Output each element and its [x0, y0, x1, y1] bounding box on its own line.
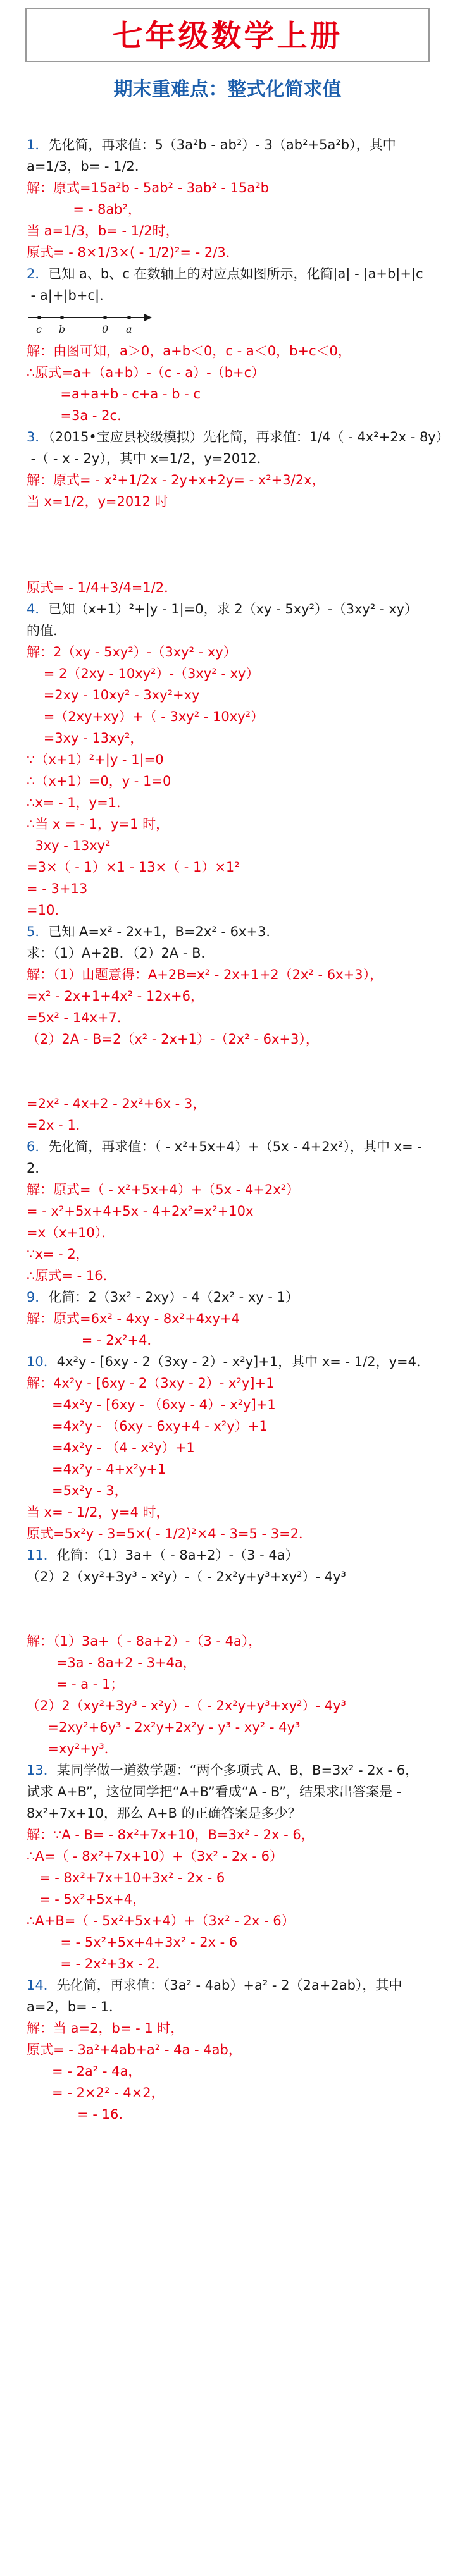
solution-line: = - 8x²+7x+10+3x² - 2x - 6	[27, 1870, 225, 1885]
question-line	[27, 1975, 438, 1996]
solution-line: ∴（x+1）=0，y - 1=0	[27, 773, 171, 789]
solution-line: 原式= - 8×1/3×( - 1/2)²= - 2/3．	[27, 245, 239, 260]
solution-line: =2xy²+6y³ - 2x²y+2x²y - y³ - xy² - 4y³	[27, 1720, 301, 1735]
solution-line: =5x²y - 3，	[27, 1483, 128, 1498]
page-title: 七年级数学上册	[112, 18, 343, 54]
solution-line: = - 2×2² - 4×2，	[27, 2085, 165, 2100]
solution-line: = - 8ab²，	[27, 202, 141, 217]
problem-number: 10．	[27, 1354, 57, 1369]
solution-line: ∴A=（ - 8x²+7x+10）+（3x² - 2x - 6）	[27, 1849, 283, 1864]
number-line-point	[127, 316, 131, 319]
problem-block	[27, 134, 438, 263]
solution-line: =10．	[27, 903, 68, 918]
question-text: （2015•宝应县校级模拟）先化简，再求值：1/4（ - 4x²+2x - 8y）	[48, 429, 449, 445]
problem-block	[27, 921, 438, 1136]
question-line	[27, 448, 438, 469]
question-text: -（ - x - 2y），其中 x=1/2，y=2012．	[27, 451, 270, 466]
question-line	[27, 598, 438, 620]
problem-block	[27, 426, 449, 598]
solution-line: =4x²y - 4+x²y+1	[27, 1462, 166, 1477]
problem-number: 4．	[27, 601, 49, 617]
solution-line: 原式= - 1/4+3/4=1/2．	[27, 580, 178, 595]
problem-number: 14．	[27, 1978, 57, 1993]
solution-line: 解：原式=（ - x²+5x+4）+（5x - 4+2x²）	[27, 1182, 300, 1197]
solution-line: （2）2（xy²+3y³ - x²y）-（ - 2x²y+y³+xy²）- 4y³	[27, 1698, 346, 1713]
problem-number: 3．	[27, 429, 49, 445]
solution-line: 当 x=1/2，y=2012 时	[27, 494, 168, 509]
solution-line: 解：原式= - x²+1/2x - 2y+x+2y= - x²+3/2x，	[27, 472, 325, 488]
problem-block	[27, 1286, 438, 1351]
problem-block	[27, 263, 438, 426]
question-text: 化简：2（3x² - 2xy）- 4（2x² - xy - 1）	[48, 1290, 299, 1305]
solution-line: =xy²+y³．	[27, 1741, 118, 1756]
question-line	[27, 1803, 438, 1824]
solution-line: 解：当 a=2，b= - 1 时，	[27, 2021, 184, 2036]
solution-line: =3xy - 13xy²，	[27, 730, 144, 746]
problem-number: 6．	[27, 1139, 49, 1154]
solution-line: （2）2A - B=2（x² - 2x+1）-（2x² - 6x+3），	[27, 1032, 319, 1047]
solution-line: =3a - 8a+2 - 3+4a，	[27, 1655, 196, 1670]
question-text: 已知（x+1）²+|y - 1|=0，求 2（xy - 5xy²）-（3xy² - xy）	[48, 601, 418, 617]
question-line	[27, 620, 438, 641]
solution-line: =2x - 1．	[27, 1118, 89, 1133]
problem-block	[27, 1351, 438, 1544]
question-line	[27, 426, 449, 448]
question-line	[27, 1544, 438, 1566]
question-line	[27, 1157, 438, 1179]
question-line	[27, 1286, 438, 1308]
solution-line: 解：4x²y - [6xy - 2（3xy - 2）- x²y]+1	[27, 1376, 275, 1391]
question-text: - a|+|b+c|．	[27, 288, 113, 303]
solution-line: = - 3+13	[27, 881, 88, 896]
question-line	[27, 1781, 438, 1803]
solution-line: ∴原式=a+（a+b）-（c - a）-（b+c）	[27, 365, 265, 380]
solution-line: =（2xy+xy）+（ - 3xy² - 10xy²）	[27, 709, 265, 724]
solution-line: 解：2（xy - 5xy²）-（3xy² - xy）	[27, 644, 237, 660]
solution-line: =3×（ - 1）×1 - 13×（ - 1）×1²	[27, 860, 240, 875]
solution-line: 解：原式=6x² - 4xy - 8x²+4xy+4	[27, 1311, 240, 1326]
solution-line: =3a - 2c．	[27, 408, 131, 423]
spacer	[27, 1050, 438, 1093]
question-text: 2．	[27, 1161, 49, 1176]
solution-line: 当 x= - 1/2，y=4 时，	[27, 1505, 170, 1520]
question-text: （2）2（xy²+3y³ - x²y）-（ - 2x²y+y³+xy²）- 4y³	[27, 1569, 346, 1584]
solution-line: = - 5x²+5x+4+3x² - 2x - 6	[27, 1935, 238, 1950]
problem-block	[27, 598, 438, 921]
question-line	[27, 1351, 438, 1372]
solution-line: = - 16．	[27, 2107, 132, 2122]
solution-line: =4x²y - （6xy - 6xy+4 - x²y）+1	[27, 1419, 268, 1434]
solution-line: = - a - 1；	[27, 1677, 124, 1692]
solution-line: 当 a=1/3，b= - 1/2时，	[27, 223, 179, 238]
question-line	[27, 921, 438, 942]
question-line	[27, 1996, 438, 2018]
solution-line: =x（x+10）．	[27, 1225, 115, 1240]
problem-block	[27, 1759, 438, 1975]
solution-line: ∵（x+1）²+|y - 1|=0	[27, 752, 164, 767]
solution-line: =4x²y - （4 - x²y）+1	[27, 1440, 195, 1455]
problem-number: 13．	[27, 1763, 57, 1778]
solution-line: =5x² - 14x+7．	[27, 1010, 130, 1025]
solution-line: = - 2x²+4．	[27, 1333, 161, 1348]
number-line-arrow-icon	[144, 314, 152, 321]
problem-number: 5．	[27, 924, 49, 939]
number-line-label: c	[36, 323, 42, 335]
solution-line: = - x²+5x+4+5x - 4+2x²=x²+10x	[27, 1204, 254, 1219]
solution-line: ∵x= - 2，	[27, 1247, 89, 1262]
question-text: a=2，b= - 1．	[27, 1999, 123, 2014]
question-text: 8x²+7x+10，那么 A+B 的正确答案是多少？	[27, 1806, 301, 1821]
solution-line: =2x² - 4x+2 - 2x²+6x - 3，	[27, 1096, 206, 1111]
question-line	[27, 942, 438, 964]
question-line	[27, 285, 438, 306]
solution-line: ∴x= - 1，y=1．	[27, 795, 130, 810]
question-text: 的值．	[27, 623, 66, 638]
problem-block	[27, 1136, 438, 1286]
problem-number: 2．	[27, 266, 49, 281]
number-line-point	[103, 316, 107, 319]
problem-block	[27, 1544, 438, 1759]
question-text: 求：（1）A+2B．（2）2A - B．	[27, 946, 215, 961]
solution-line: ∴当 x = - 1，y=1 时，	[27, 817, 170, 832]
solution-line: 原式=5x²y - 3=5×( - 1/2)²×4 - 3=5 - 3=2．	[27, 1526, 313, 1541]
solution-line: 原式= - 3a²+4ab+a² - 4a - 4ab，	[27, 2042, 242, 2057]
solution-line: 解：原式=15a²b - 5ab² - 3ab² - 15a²b	[27, 180, 270, 195]
solution-line: 解：（1）3a+（ - 8a+2）-（3 - 4a），	[27, 1634, 262, 1649]
solution-line: ∴A+B=（ - 5x²+5x+4）+（3x² - 2x - 6）	[27, 1913, 295, 1928]
question-line	[27, 1566, 438, 1587]
problem-number: 11．	[27, 1548, 57, 1563]
number-line-point	[37, 316, 41, 319]
solution-line: =2xy - 10xy² - 3xy²+xy	[27, 687, 200, 703]
question-line	[27, 156, 438, 177]
title-box	[25, 8, 430, 62]
question-text: 先化简，再求值：5（3a²b - ab²）- 3（ab²+5a²b），其中	[48, 137, 396, 152]
question-text: 试求 A+B”，这位同学把“A+B”看成“A - B”，结果求出答案是 -	[27, 1784, 402, 1799]
number-line-point	[60, 316, 64, 319]
solution-line: 解：由图可知，a＞0，a+b＜0，c - a＜0，b+c＜0，	[27, 343, 351, 359]
page-subtitle: 期末重难点：整式化简求值	[113, 78, 342, 101]
question-text: 先化简，再求值：（3a² - 4ab）+a² - 2（2a+2ab），其中	[56, 1978, 402, 1993]
solution-line: =a+a+b - c+a - b - c	[27, 386, 201, 402]
number-line-label: 0	[102, 323, 109, 335]
question-line	[27, 134, 438, 156]
question-line	[27, 1759, 438, 1781]
problem-block	[27, 1975, 438, 2125]
problem-number: 1．	[27, 137, 49, 152]
solution-line: = - 2a² - 4a，	[27, 2064, 142, 2079]
solution-line: 3xy - 13xy²	[27, 838, 111, 853]
question-line	[27, 1136, 438, 1157]
solution-line: 解：∵A - B= - 8x²+7x+10，B=3x² - 2x - 6，	[27, 1827, 315, 1842]
question-text: 先化简，再求值：（ - x²+5x+4）+（5x - 4+2x²），其中 x= -	[48, 1139, 422, 1154]
solution-line: = - 2x²+3x - 2．	[27, 1956, 169, 1971]
question-text: 某同学做一道数学题：“两个多项式 A、B，B=3x² - 2x - 6，	[56, 1763, 419, 1778]
solution-line: 解：（1）由题意得：A+2B=x² - 2x+1+2（2x² - 6x+3），	[27, 967, 383, 982]
number-line-label: b	[59, 323, 66, 335]
question-text: 已知 A=x² - 2x+1，B=2x² - 6x+3．	[48, 924, 280, 939]
spacer	[27, 1587, 438, 1630]
problem-number: 9．	[27, 1290, 49, 1305]
question-text: 4x²y - [6xy - 2（3xy - 2）- x²y]+1，其中 x= - 1/2，y=4．	[56, 1354, 430, 1369]
problem-list	[27, 134, 449, 2125]
question-text: 已知 a、b、c 在数轴上的对应点如图所示，化简|a| - |a+b|+|c	[48, 266, 423, 281]
number-line-figure	[27, 309, 153, 336]
solution-line: = - 5x²+5x+4，	[27, 1892, 146, 1907]
solution-line: ∴原式= - 16．	[27, 1268, 116, 1283]
solution-line: =4x²y - [6xy - （6xy - 4）- x²y]+1	[27, 1397, 276, 1412]
header	[25, 8, 430, 101]
spacer	[27, 512, 438, 577]
question-line	[27, 263, 438, 285]
solution-line: =x² - 2x+1+4x² - 12x+6，	[27, 989, 204, 1004]
number-line-label: a	[126, 323, 132, 335]
question-text: a=1/3，b= - 1/2．	[27, 159, 148, 174]
solution-line: = 2（2xy - 10xy²）-（3xy² - xy）	[27, 666, 259, 681]
question-text: 化简：（1）3a+（ - 8a+2）-（3 - 4a）	[56, 1548, 299, 1563]
